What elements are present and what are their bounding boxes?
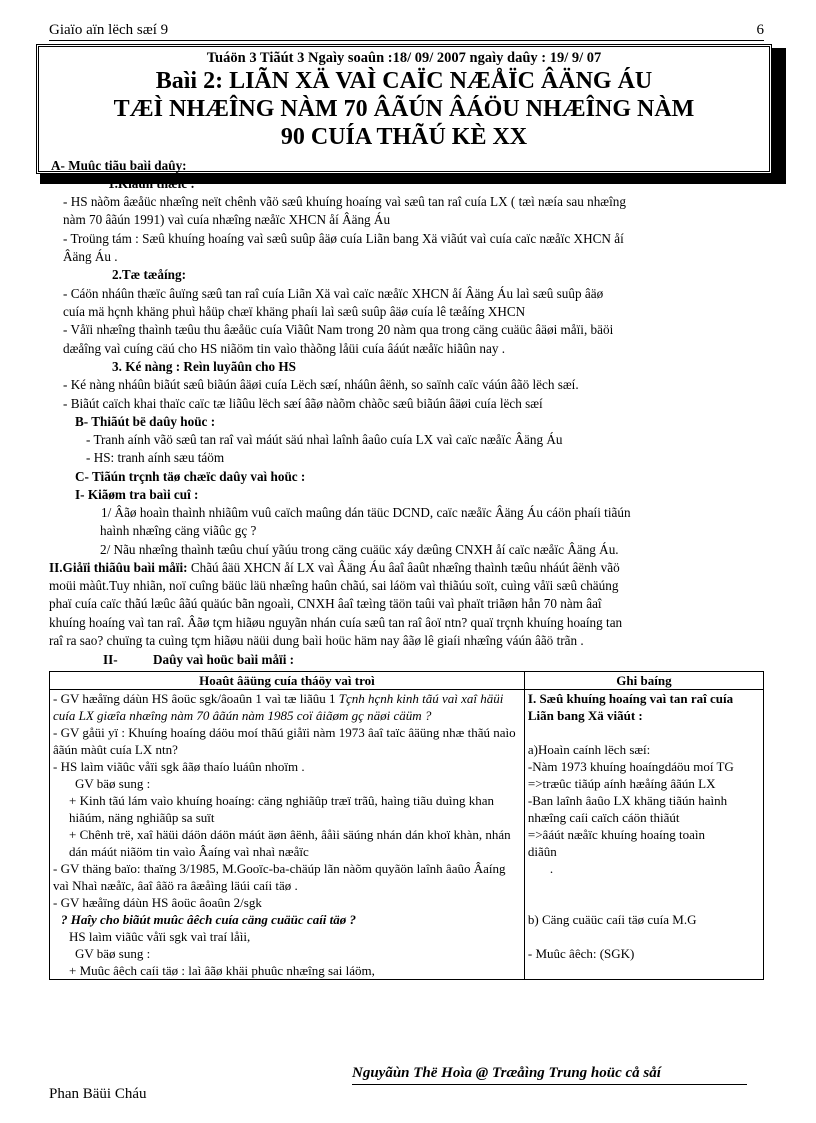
review-question-2: 2/ Nãu nhæîng thaình tæûu chuí yãúu trong cäng cuäüc xáy dæûng CNXH åí caïc næåïc Âäng Áu. [100,542,619,557]
section-new-lesson: Daûy vaì hoüc baìi måïi : [153,652,295,667]
spacer [528,928,760,945]
lesson-title-line-2: TÆÌ NHÆÎNG NÀM 70 ÂÃÚN ÂÁÖU NHÆÎNG NÀM [113,96,695,122]
skills-label: 3. Ké nàng : Reìn luyãûn cho HS [112,359,296,374]
table-row [50,690,764,980]
activity-text: + Chênh trë, xaî häüi dáön dáön máút äøn âënh, âåìi säúng nhán dán khoï khàn, nhán dán máút niãöm tin vaìo Âaíng vaì nhaì næåïc [69,827,511,859]
board-note: - Muûc âêch: (SGK) [527,946,635,961]
table-header-row [50,672,764,690]
activity-text: + Kinh tãú lám vaìo khuíng hoaíng: cäng nghiãûp træï trãû, haìng tiãu duìng khan hiãúm, näng nghiãûp sa suït [69,793,495,825]
lesson-title-line-1: Baìi 2: LIÃN XÄ VAÌ CAÏC NÆÅÏC ÂÄNG ÁU [155,68,653,94]
spacer [528,724,760,741]
section-procedure: C- Tiãún trçnh täø chæïc daûy vaì hoüc : [75,469,306,484]
body-line: dæåîng vaì cuíng cäú cho HS niãöm tin vaìo thàõng låüi cuía âáút næåïc hiãûn nay . [63,341,506,356]
board-notes-cell [524,690,763,980]
body-line: - HS: tranh aính sæu táöm [86,450,225,465]
header-activities: Hoaût âäüng cuía tháöy vaì troì [50,672,525,690]
lesson-schedule: Tuáön 3 Tiãút 3 Ngaìy soaûn :18/ 09/ 2007 ngaìy daûy : 19/ 9/ 07 [206,50,602,66]
body-line: raî ra sao? chuïng ta cuìng tçm hiãøu näüi dung baìi hoüc häm nay âãø lê giaíi nhæîng váún âãö trãn . [49,633,584,648]
subsection-knowledge: 1.Kiãún thæïc : [108,176,195,191]
board-note: =>træûc tiãúp aính hæåíng âãún LX [527,776,716,791]
lesson-plan-table [49,671,764,980]
activity-text: - GV gåüi yï : Khuíng hoaíng dáöu moí thãú giåïi nàm 1973 âaî taïc âäüng nhæ thãú naìo âãún màût cuía LX ntn? [53,725,516,757]
board-note: . [549,861,554,876]
activity-text [53,690,521,724]
activity-text: HS laìm viãûc våïi sgk vaì traí låìi, [69,929,251,944]
intro-label: II.Giåïi thiãûu baìi måïi: [49,560,188,575]
board-heading: I. Sæû khuíng hoaíng vaì tan raî cuía Liãn bang Xä viãút : [527,691,734,723]
body-line: - Ké nàng nháûn biãút sæû biãún âäøi cuía Lëch sæí, nháûn âënh, so saïnh caïc váún âãö lëch sæí. [63,377,579,392]
footer-rule [352,1084,747,1085]
body-line: khuíng hoaíng vaì tan raî. Âãø tçm hiãøu nguyãn nhán cuía sæû tan raî âoï ntn? quaï trçnh khuíng hoaíng tan [49,615,623,630]
intro-text: Chãú âäü XHCN åí LX vaì Âäng Áu âaî âaût nhæîng thaình tæûu nháút âënh vãö [187,560,620,575]
board-note: diãûn [527,844,557,859]
body-line: - Troüng tám : Sæû khuíng hoaíng vaì sæû suûp âäø cuía Liãn bang Xä viãút vaì cuía caïc næåïc XHCN åí [63,231,624,246]
section-review: I- Kiãøm tra baìi cuî : [75,487,199,502]
header-board-notes: Ghi baíng [524,672,763,690]
body-line: Âäng Áu . [63,249,118,264]
body-line: haình nhæîng cäng viãûc gç ? [100,523,257,538]
body-line: - Biãút caïch khai thaïc caïc tæ liãûu lëch sæí âãø nàõm chàõc sæû biãún âäøi cuía lëch sæí [63,396,543,411]
section-objectives: A- Muûc tiãu baìi daûy: [51,158,187,173]
board-note: -Nàm 1973 khuíng hoaíngdáöu moí TG [527,759,734,774]
body-line: - Tranh aính vãö sæû tan raî vaì máút säú nhaì laînh âaûo cuía LX vaì caïc næåïc Âäng Áu [86,432,563,447]
activity-text: GV bäø sung : [75,946,151,961]
footer-credit: Nguyãùn Thë Hoìa @ Træåìng Trung hoüc cå såí [352,1065,661,1081]
lesson-title-line-3: 90 CUÍA THÃÚ KÈ XX [280,124,528,150]
body-line: - Våïi nhæîng thaình tæûu thu âæåüc cuía Viãût Nam trong 20 nàm qua trong cäng cuäüc âäøi måïi, bäöi [63,322,614,337]
board-note: a)Hoaìn caính lëch sæí: [527,742,651,757]
body-line: moüi màût.Tuy nhiãn, noï cuîng bäüc läü nhæîng haûn chãú, sai láöm vaì thiãúu soït, cuìng våïi sæû chäúng [49,578,619,593]
lesson-title-box [36,44,772,174]
activity-text: - GV hæåïng dáùn HS âoüc âoaûn 2/sgk [53,895,262,910]
page-number: 6 [756,22,764,38]
body-line: phaï cuía caïc thãú læûc âãú quäúc bãn ngoaìi, CNXH âaî tæìng täön taûi vaì phaït triãøn hån 70 nàm âaî [49,596,602,611]
intro-paragraph-start [49,559,620,576]
activity-text: + Muûc âêch caíi täø : laì âãø khäi phuûc nhæîng sai láöm, [69,963,375,978]
activities-cell [50,690,525,980]
board-note: =>âáút næåïc khuíng hoaíng toaìn [527,827,706,842]
board-note: -Ban laînh âaûo LX khäng tiãún haình [527,793,728,808]
activity-text: GV bäø sung : [75,776,151,791]
activity-question: ? Haîy cho biãút muûc âêch cuía cäng cuäüc caíi täø ? [61,912,357,927]
section-new-lesson-number: II- [103,652,118,667]
body-line: nàm 70 âãún 1991) vaì cuía nhæîng næåïc XHCN åí Âäng Áu [63,212,391,227]
subsection-attitude: 2.Tæ tæåíng: [112,267,186,282]
activity-text: - GV thäng baïo: thaïng 3/1985, M.Gooïc-ba-chäúp lãn nàõm quyãön laînh âaûo Âaíng vaì Nhaì næåïc, âaî âãö ra âæåìng läúi caíi täø . [53,861,506,893]
activity-text: - HS laìm viãûc våïi sgk âãø thaío luáûn nhoïm . [53,759,305,774]
header-rule [49,40,764,41]
header-subject: Giaïo aïn lëch sæí 9 [49,22,169,38]
spacer [528,877,760,911]
activity-question: Tçnh hçnh kinh tãú vaì xaî häüi cuía LX giæîa nhæîng nàm 70 âãún nàm 1985 coï âiãøm gç näøi cäüm ? [53,691,504,723]
activity-intro: - GV hæåïng dáùn HS âoüc sgk/âoaûn 1 vaì tæ liãûu 1 [53,691,339,706]
body-line: cuía mä hçnh khäng phuì håüp chæï khäng phaíi laì sæû suûp âäø cuía lê tæåíng XHCN [63,304,526,319]
body-line: - HS nàõm âæåüc nhæîng neït chênh vãö sæû khuíng hoaíng vaì sæû tan raî cuía LX ( tæì næía sau nhæîng [63,194,626,209]
section-equipment: B- Thiãút bë daûy hoüc : [75,414,216,429]
footer-author: Phan Bäüi Cháu [49,1086,147,1102]
review-question-1: 1/ Âãø hoaìn thaình nhiãûm vuû caïch maûng dán täüc DCND, caïc næåïc Âäng Áu cáön phaíi tiãún [101,505,631,520]
subsection-skills [112,358,296,375]
board-note: nhæîng caíi caïch cáön thiãút [527,810,680,825]
board-note: b) Cäng cuäüc caíi täø cuía M.G [527,912,697,927]
body-line: - Cáön nháûn thæïc âuïng sæû tan raî cuía Liãn Xä vaì caïc næåïc XHCN åí Âäng Áu laì sæû suûp âäø [63,286,604,301]
